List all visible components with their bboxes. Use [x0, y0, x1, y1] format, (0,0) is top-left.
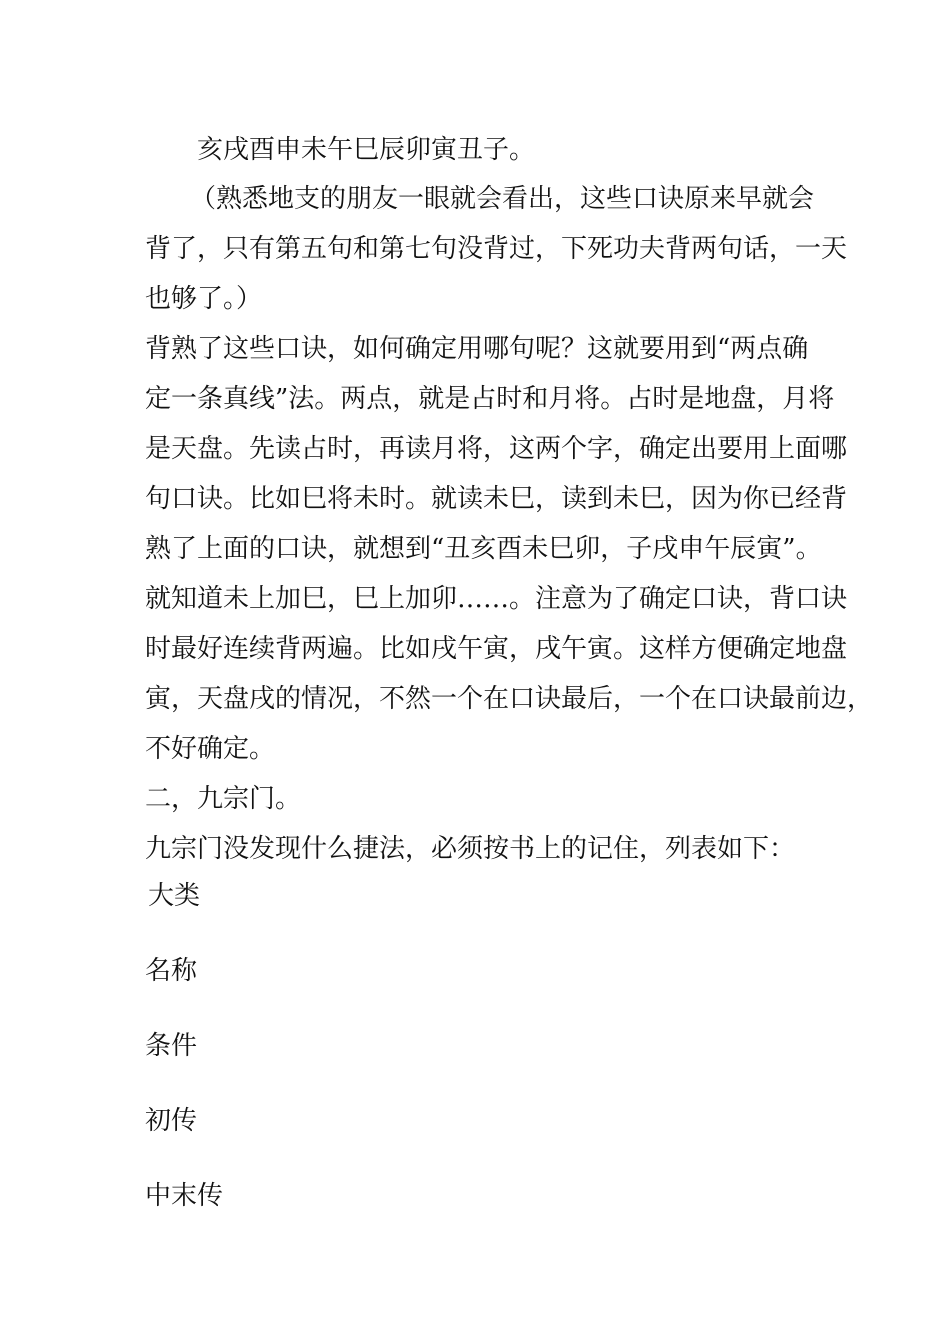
body-line-4: 句口诀。比如巳将未时。就读未巳，读到未巳，因为你已经背	[145, 484, 848, 514]
body-line-8: 寅，天盘戌的情况，不然一个在口诀最后，一个在口诀最前边，	[145, 684, 874, 714]
body-line-6: 就知道未上加巳，巳上加卯……。注意为了确定口诀，背口诀	[145, 584, 848, 614]
note-line-2: 背了，只有第五句和第七句没背过，下死功夫背两句话，一天	[145, 234, 848, 264]
body-line-2: 定一条真线”法。两点，就是占时和月将。占时是地盘，月将	[145, 384, 835, 414]
table-header-first-transmission: 初传	[145, 1106, 198, 1136]
note-line-3: 也够了。）	[145, 284, 263, 314]
table-header-condition: 条件	[145, 1031, 198, 1061]
body-line-7: 时最好连续背两遍。比如戌午寅，戌午寅。这样方便确定地盘	[145, 634, 848, 664]
table-header-middle-last-transmission: 中末传	[145, 1181, 224, 1211]
section-heading: 二，九宗门。	[145, 784, 302, 814]
note-line-1: （熟悉地支的朋友一眼就会看出，这些口诀原来早就会	[190, 184, 815, 214]
body-line-5: 熟了上面的口诀，就想到“丑亥酉未巳卯，子戌申午辰寅”。	[145, 534, 822, 564]
body-line-9: 不好确定。	[145, 734, 276, 764]
section-intro: 九宗门没发现什么捷法，必须按书上的记住，列表如下：	[145, 834, 796, 864]
intro-line: 亥戌酉申未午巳辰卯寅丑子。	[197, 135, 536, 165]
body-line-3: 是天盘。先读占时，再读月将，这两个字，确定出要用上面哪	[145, 434, 848, 464]
table-header-name: 名称	[145, 956, 198, 986]
body-line-1: 背熟了这些口诀，如何确定用哪句呢？这就要用到“两点确	[145, 334, 809, 364]
table-header-category: 大类	[148, 881, 201, 911]
